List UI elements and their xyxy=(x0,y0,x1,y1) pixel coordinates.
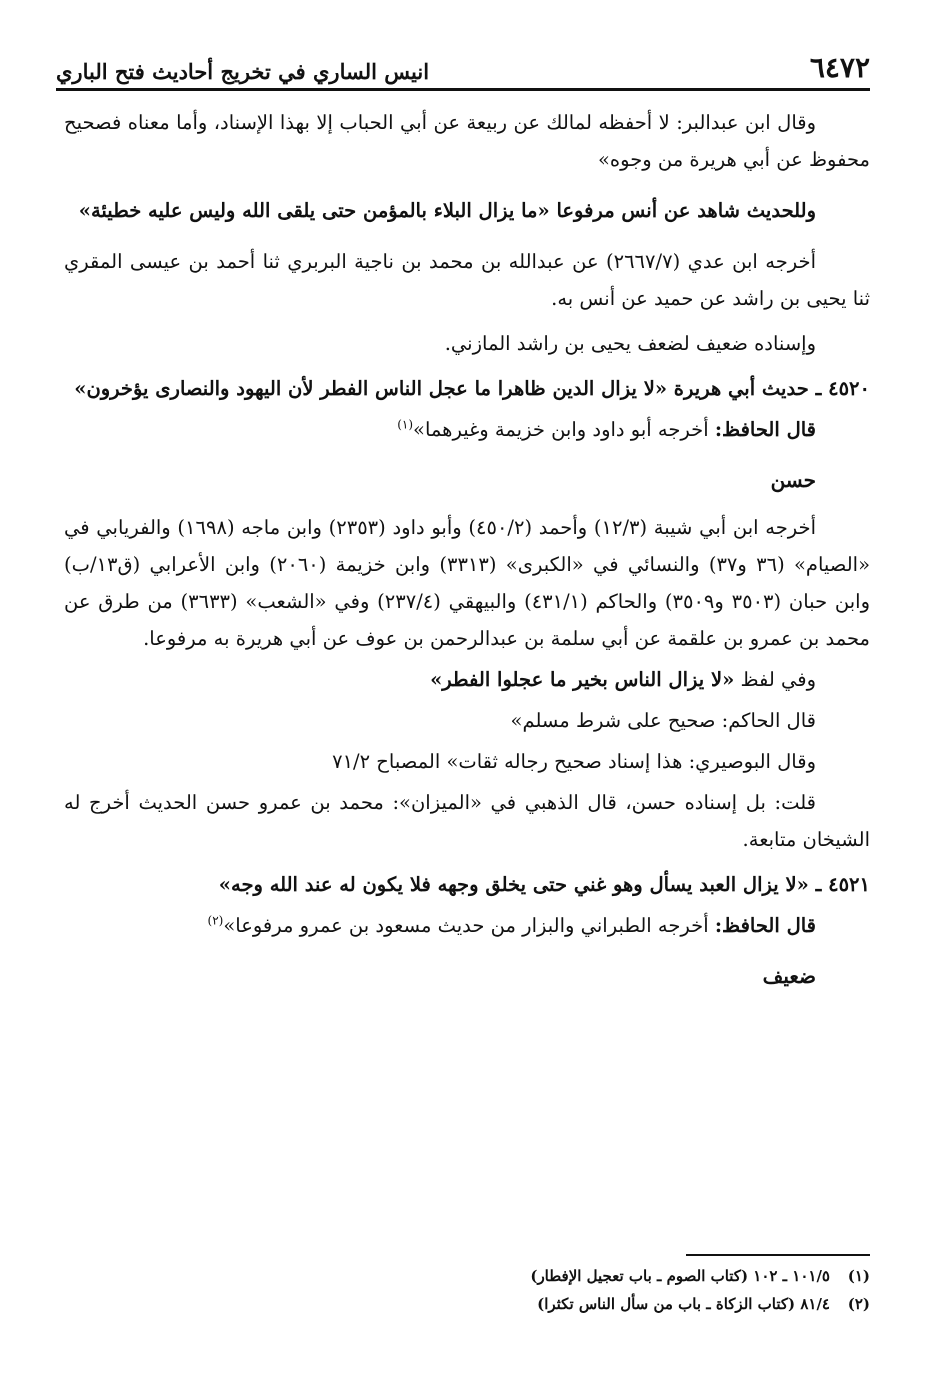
paragraph-other-wording xyxy=(64,661,870,698)
wording-intro: وفي لفظ xyxy=(740,668,816,691)
hafiz-text: أخرجه الطبراني والبزار من حديث مسعود بن عمرو مرفوعا» xyxy=(223,914,709,937)
footnote-text: ٨١/٤ (كتاب الزكاة ـ باب من سأل الناس تكثرا) xyxy=(537,1295,830,1313)
hadith-number: ٤٥٢٠ ـ xyxy=(815,377,870,400)
paragraph-hafiz-4520 xyxy=(64,411,870,448)
hadith-text: «لا يزال العبد يسأل وهو غني حتى يخلق وجهه فلا يكون له عند الله وجه» xyxy=(218,873,809,896)
hadith-text: حديث أبي هريرة «لا يزال الدين ظاهرا ما عجل الناس الفطر لأن اليهود والنصارى يؤخرون» xyxy=(74,377,809,400)
hafiz-text: أخرجه أبو داود وابن خزيمة وغيرهما» xyxy=(413,418,709,441)
footnote-ref: (٢) xyxy=(207,913,224,928)
paragraph-ibn-adi: أخرجه ابن عدي (٢٦٦٧/٧) عن عبدالله بن محمد بن ناجية البربري ثنا أحمد بن عيسى المقري ثنا يحيى بن راشد عن حميد عن أنس به. xyxy=(64,250,870,310)
page-header xyxy=(56,40,870,84)
page-body xyxy=(64,104,870,1005)
paragraph-takhrij-4520: أخرجه ابن أبي شيبة (١٢/٣) وأحمد (٤٥٠/٢) وأبو داود (٢٣٥٣) وابن ماجه (١٦٩٨) والفريابي في «الصيام» (٣٦ و٣٧) والنسائي في «الكبرى» (٣٣١٣) وابن خزيمة (٢٠٦٠) وابن الأعرابي (ق١٣/ب) وابن حبان (٣٥٠٣ و٣٥٠٩) والحاكم (٤٣١/١) والبيهقي (٢٣٧/٤) وفي «الشعب» (٣٦٣٣) من طرق عن محمد بن عمرو بن علقمة عن أبي سلمة بن عبدالرحمن بن عوف عن أبي هريرة به مرفوعا. xyxy=(64,516,871,650)
page-number: ٦٤٧٢ xyxy=(809,51,870,84)
hadith-4521 xyxy=(64,866,870,903)
footnote-number: (٢) xyxy=(847,1295,870,1313)
hafiz-label: قال الحافظ: xyxy=(714,914,816,937)
paragraph-qultu: قلت: بل إسناده حسن، قال الذهبي في «الميزان»: محمد بن عمرو حسن الحديث أخرج له الشيخان متابعة. xyxy=(64,791,870,851)
footnote-ref: (١) xyxy=(397,417,414,432)
verdict-hasan: حسن xyxy=(770,468,816,492)
paragraph-anas-witness: وللحديث شاهد عن أنس مرفوعا «ما يزال البلاء بالمؤمن حتى يلقى الله وليس عليه خطيئة» xyxy=(78,199,816,222)
book-title: انيس الساري في تخريج أحاديث فتح الباري xyxy=(56,59,430,84)
hadith-number: ٤٥٢١ ـ xyxy=(815,873,870,896)
footnote-divider xyxy=(686,1254,870,1256)
footnote-2 xyxy=(200,1290,870,1318)
footnote-number: (١) xyxy=(847,1267,870,1285)
paragraph-isnad-weak: وإسناده ضعيف لضعف يحيى بن راشد المازني. xyxy=(444,332,816,355)
paragraph-ibn-abdulbarr: وقال ابن عبدالبر: لا أحفظه لمالك عن ربيعة عن أبي الحباب إلا بهذا الإسناد، وأما معناه فصحيح محفوظ عن أبي هريرة من وجوه» xyxy=(64,111,870,171)
footnote-text: ١٠١/٥ ـ ١٠٢ (كتاب الصوم ـ باب تعجيل الإفطار) xyxy=(530,1267,830,1285)
verdict-daif: ضعيف xyxy=(762,964,816,988)
paragraph-hakim: قال الحاكم: صحيح على شرط مسلم» xyxy=(510,709,816,732)
footnotes xyxy=(200,1262,870,1318)
footnote-1 xyxy=(200,1262,870,1290)
wording-text: «لا يزال الناس بخير ما عجلوا الفطر» xyxy=(430,668,735,691)
paragraph-hafiz-4521 xyxy=(64,907,870,944)
hadith-4520 xyxy=(64,370,870,407)
hafiz-label: قال الحافظ: xyxy=(714,418,816,441)
paragraph-busiri: وقال البوصيري: هذا إسناد صحيح رجاله ثقات» المصباح ٧١/٢ xyxy=(332,750,816,773)
header-divider xyxy=(56,88,870,91)
